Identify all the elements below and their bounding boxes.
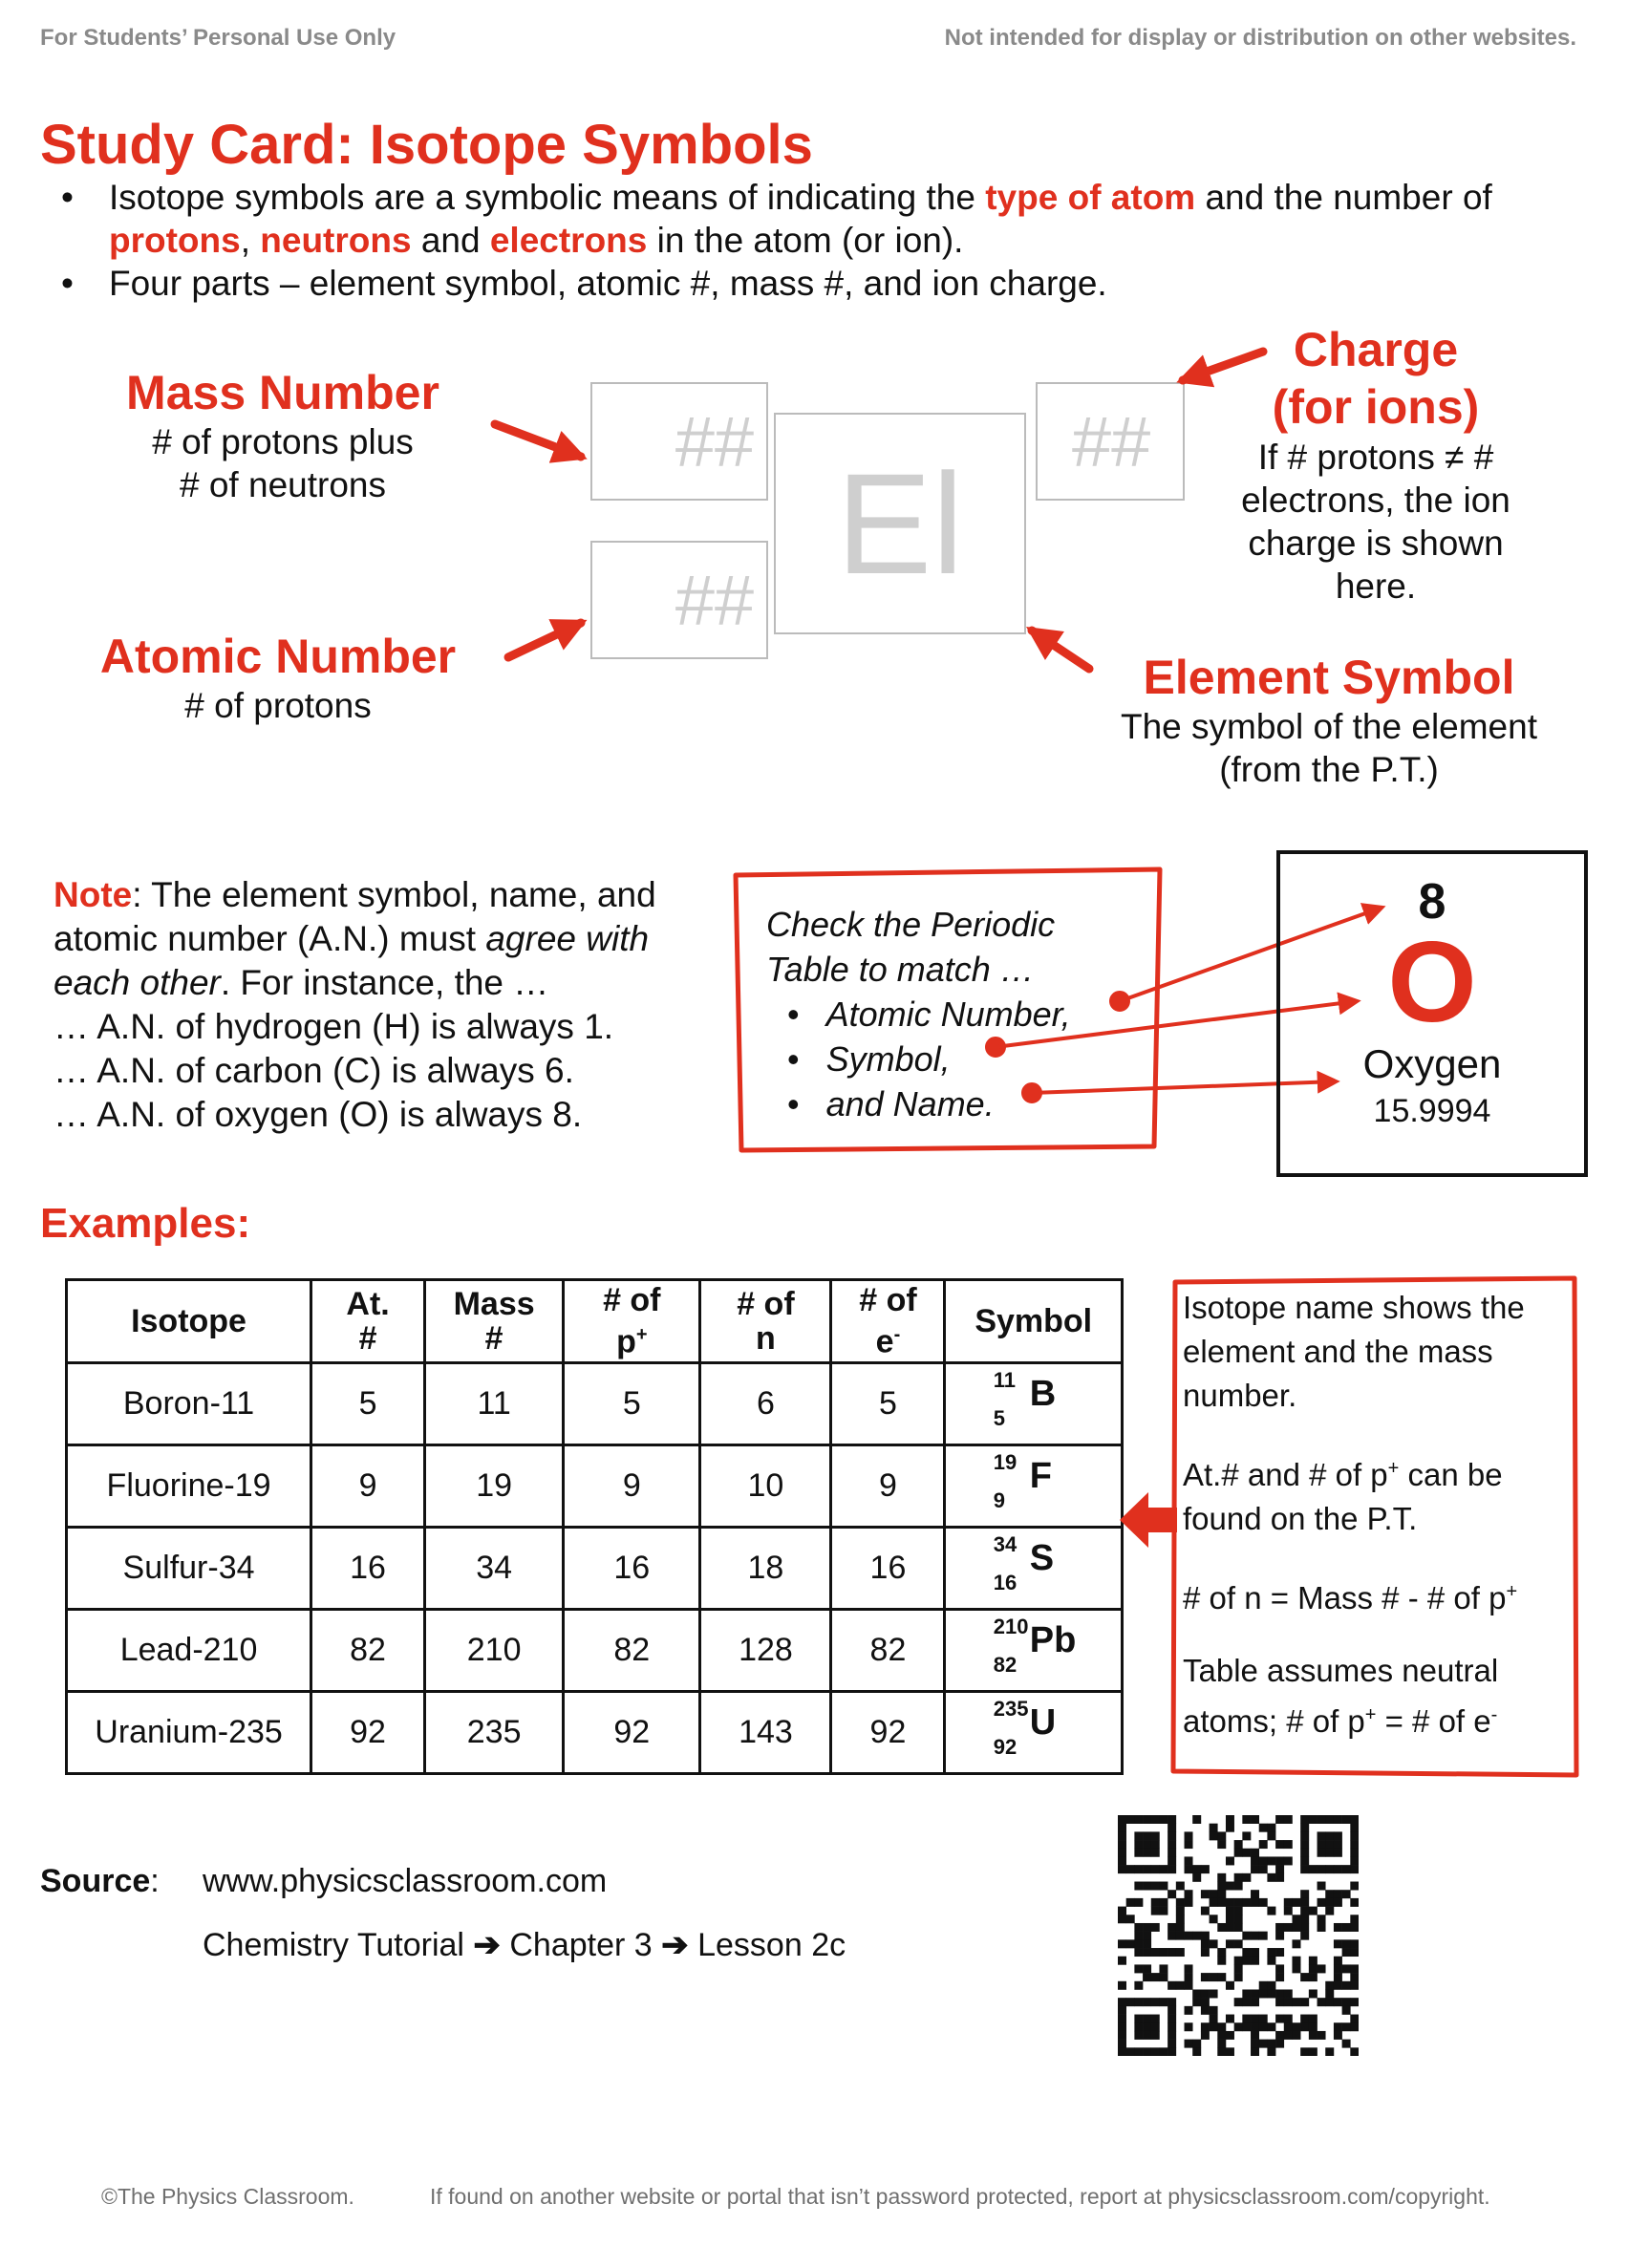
symbol-atomic-number: 16 [993,1571,1018,1594]
element-card-mass: 15.9994 [1373,1093,1491,1129]
col-header-electrons: # of e- [831,1280,945,1363]
cell-atomic: 9 [311,1445,425,1528]
cell-neutrons: 128 [700,1610,831,1692]
col-header-isotope: Isotope [67,1280,311,1363]
isotope-symbol [986,1613,1082,1680]
symbol-atomic-number: 9 [993,1488,1005,1512]
cell-symbol [945,1610,1123,1692]
col-header-symbol: Symbol [945,1280,1123,1363]
cell-mass: 19 [425,1445,564,1528]
bullet-dot: • [787,1039,800,1079]
element-card-oxygen [1276,850,1588,1177]
cell-neutrons: 18 [700,1528,831,1610]
cell-electrons: 16 [831,1528,945,1610]
charge-label: Charge (for ions) If # protons ≠ # electrons, the ion charge is shown here. [1241,323,1510,606]
element-symbol-label: Element Symbol The symbol of the element (from the P.T.) [1121,651,1537,789]
arrow-charge [1183,352,1263,380]
table-row [67,1610,1123,1692]
mass-number-box: ## [590,382,768,501]
bullet-1: • Isotope symbols are a symbolic means of indicating the type of atom and the number of protons, neutrons and electrons in the atom (or ion). [61,178,1492,260]
cell-protons: 82 [564,1610,700,1692]
charge-box: ## [1036,382,1185,501]
cell-neutrons: 10 [700,1445,831,1528]
source-label: Source: [40,1863,160,1899]
cell-electrons: 82 [831,1610,945,1692]
cell-neutrons: 143 [700,1692,831,1774]
symbol-element: Pb [1029,1620,1077,1660]
element-card-symbol: O [1387,918,1477,1046]
cell-electrons: 9 [831,1445,945,1528]
symbol-element: U [1029,1702,1057,1743]
cell-mass: 210 [425,1610,564,1692]
cell-protons: 5 [564,1363,700,1445]
header-left: For Students’ Personal Use Only [40,25,396,51]
bullet-dot: • [787,995,800,1034]
symbol-mass-number: 34 [993,1532,1018,1556]
arrow-atomic [508,623,581,657]
cell-atomic: 82 [311,1610,425,1692]
cell-isotope: Uranium-235 [67,1692,311,1774]
bullet-dot: • [61,178,74,217]
symbol-element: F [1029,1456,1052,1496]
table-header-row [67,1280,1123,1363]
isotope-symbol [986,1366,1082,1433]
arrow-element [1032,631,1089,669]
note-text: Note: The element symbol, name, and atomic number (A.N.) must agree with each other. For instance, the … … A.N. of hydrogen (H) is always 1. … A.N. of carbon (C) is always 6. … A.N. of oxygen (O) is always 8. [54,875,656,1134]
isotope-symbol [986,1695,1082,1762]
cell-mass: 11 [425,1363,564,1445]
cell-electrons: 5 [831,1363,945,1445]
table-row [67,1692,1123,1774]
isotope-table [65,1278,1124,1775]
examples-heading: Examples: [40,1200,251,1247]
arrow-right-icon: ➔ [473,1927,501,1963]
bullet-dot: • [61,264,74,303]
cell-symbol [945,1445,1123,1528]
footer-copyright: ©The Physics Classroom. [101,2184,354,2209]
page-title: Study Card: Isotope Symbols [40,114,813,176]
cell-symbol [945,1363,1123,1445]
bullet-2: • Four parts – element symbol, atomic #, mass #, and ion charge. [61,264,1107,303]
atomic-number-box: ## [590,541,768,659]
header-right: Not intended for display or distribution on other websites. [944,25,1576,51]
symbol-mass-number: 235 [993,1697,1029,1721]
col-header-mass: Mass # [425,1280,564,1363]
cell-mass: 235 [425,1692,564,1774]
cell-isotope: Fluorine-19 [67,1445,311,1528]
element-card-number: 8 [1418,874,1446,930]
symbol-atomic-number: 5 [993,1406,1005,1430]
element-symbol-box: El [774,413,1026,634]
cell-atomic: 16 [311,1528,425,1610]
table-row [67,1363,1123,1445]
symbol-element: B [1029,1374,1057,1414]
explanation-box: Isotope name shows the element and the mass number. At.# and # of p+ can be found on the P.T. # of n = Mass # - # of p+ Table assumes neutral atoms; # of p+ = # of e- [1183,1290,1525,1739]
col-header-protons: # of p+ [564,1280,700,1363]
col-header-atomic: At. # [311,1280,425,1363]
source-url[interactable]: www.physicsclassroom.com [203,1863,608,1899]
bullet-dot: • [787,1084,800,1123]
cell-isotope: Boron-11 [67,1363,311,1445]
table-row [67,1445,1123,1528]
isotope-symbol [986,1530,1082,1597]
cell-isotope: Lead-210 [67,1610,311,1692]
footer-notice: If found on another website or portal that isn’t password protected, report at physicsclassroom.com/copyright. [430,2184,1490,2209]
qr-code-icon[interactable] [1118,1815,1359,2056]
cell-isotope: Sulfur-34 [67,1528,311,1610]
cell-symbol [945,1692,1123,1774]
mass-number-label: Mass Number # of protons plus # of neutrons [126,366,439,504]
symbol-atomic-number: 82 [993,1653,1018,1677]
cell-protons: 16 [564,1528,700,1610]
cell-atomic: 92 [311,1692,425,1774]
symbol-element: S [1029,1538,1055,1578]
check-periodic-table-box: Check the Periodic Table to match … • Atomic Number, • Symbol, • and Name. [766,905,1071,1123]
symbol-atomic-number: 92 [993,1735,1018,1759]
symbol-mass-number: 210 [993,1615,1029,1638]
table-row [67,1528,1123,1610]
isotope-symbol [986,1448,1082,1515]
cell-electrons: 92 [831,1692,945,1774]
symbol-mass-number: 11 [993,1368,1016,1392]
element-card-name: Oxygen [1362,1041,1502,1086]
arrow-mass [495,424,581,457]
cell-atomic: 5 [311,1363,425,1445]
cell-neutrons: 6 [700,1363,831,1445]
atomic-number-label: Atomic Number # of protons [99,630,457,725]
cell-symbol [945,1528,1123,1610]
cell-protons: 92 [564,1692,700,1774]
source-path: Chemistry Tutorial ➔ Chapter 3 ➔ Lesson 2c [203,1927,846,1963]
cell-mass: 34 [425,1528,564,1610]
arrow-right-icon: ➔ [661,1927,689,1963]
cell-protons: 9 [564,1445,700,1528]
symbol-mass-number: 19 [993,1450,1018,1474]
col-header-neutrons: # of n [700,1280,831,1363]
